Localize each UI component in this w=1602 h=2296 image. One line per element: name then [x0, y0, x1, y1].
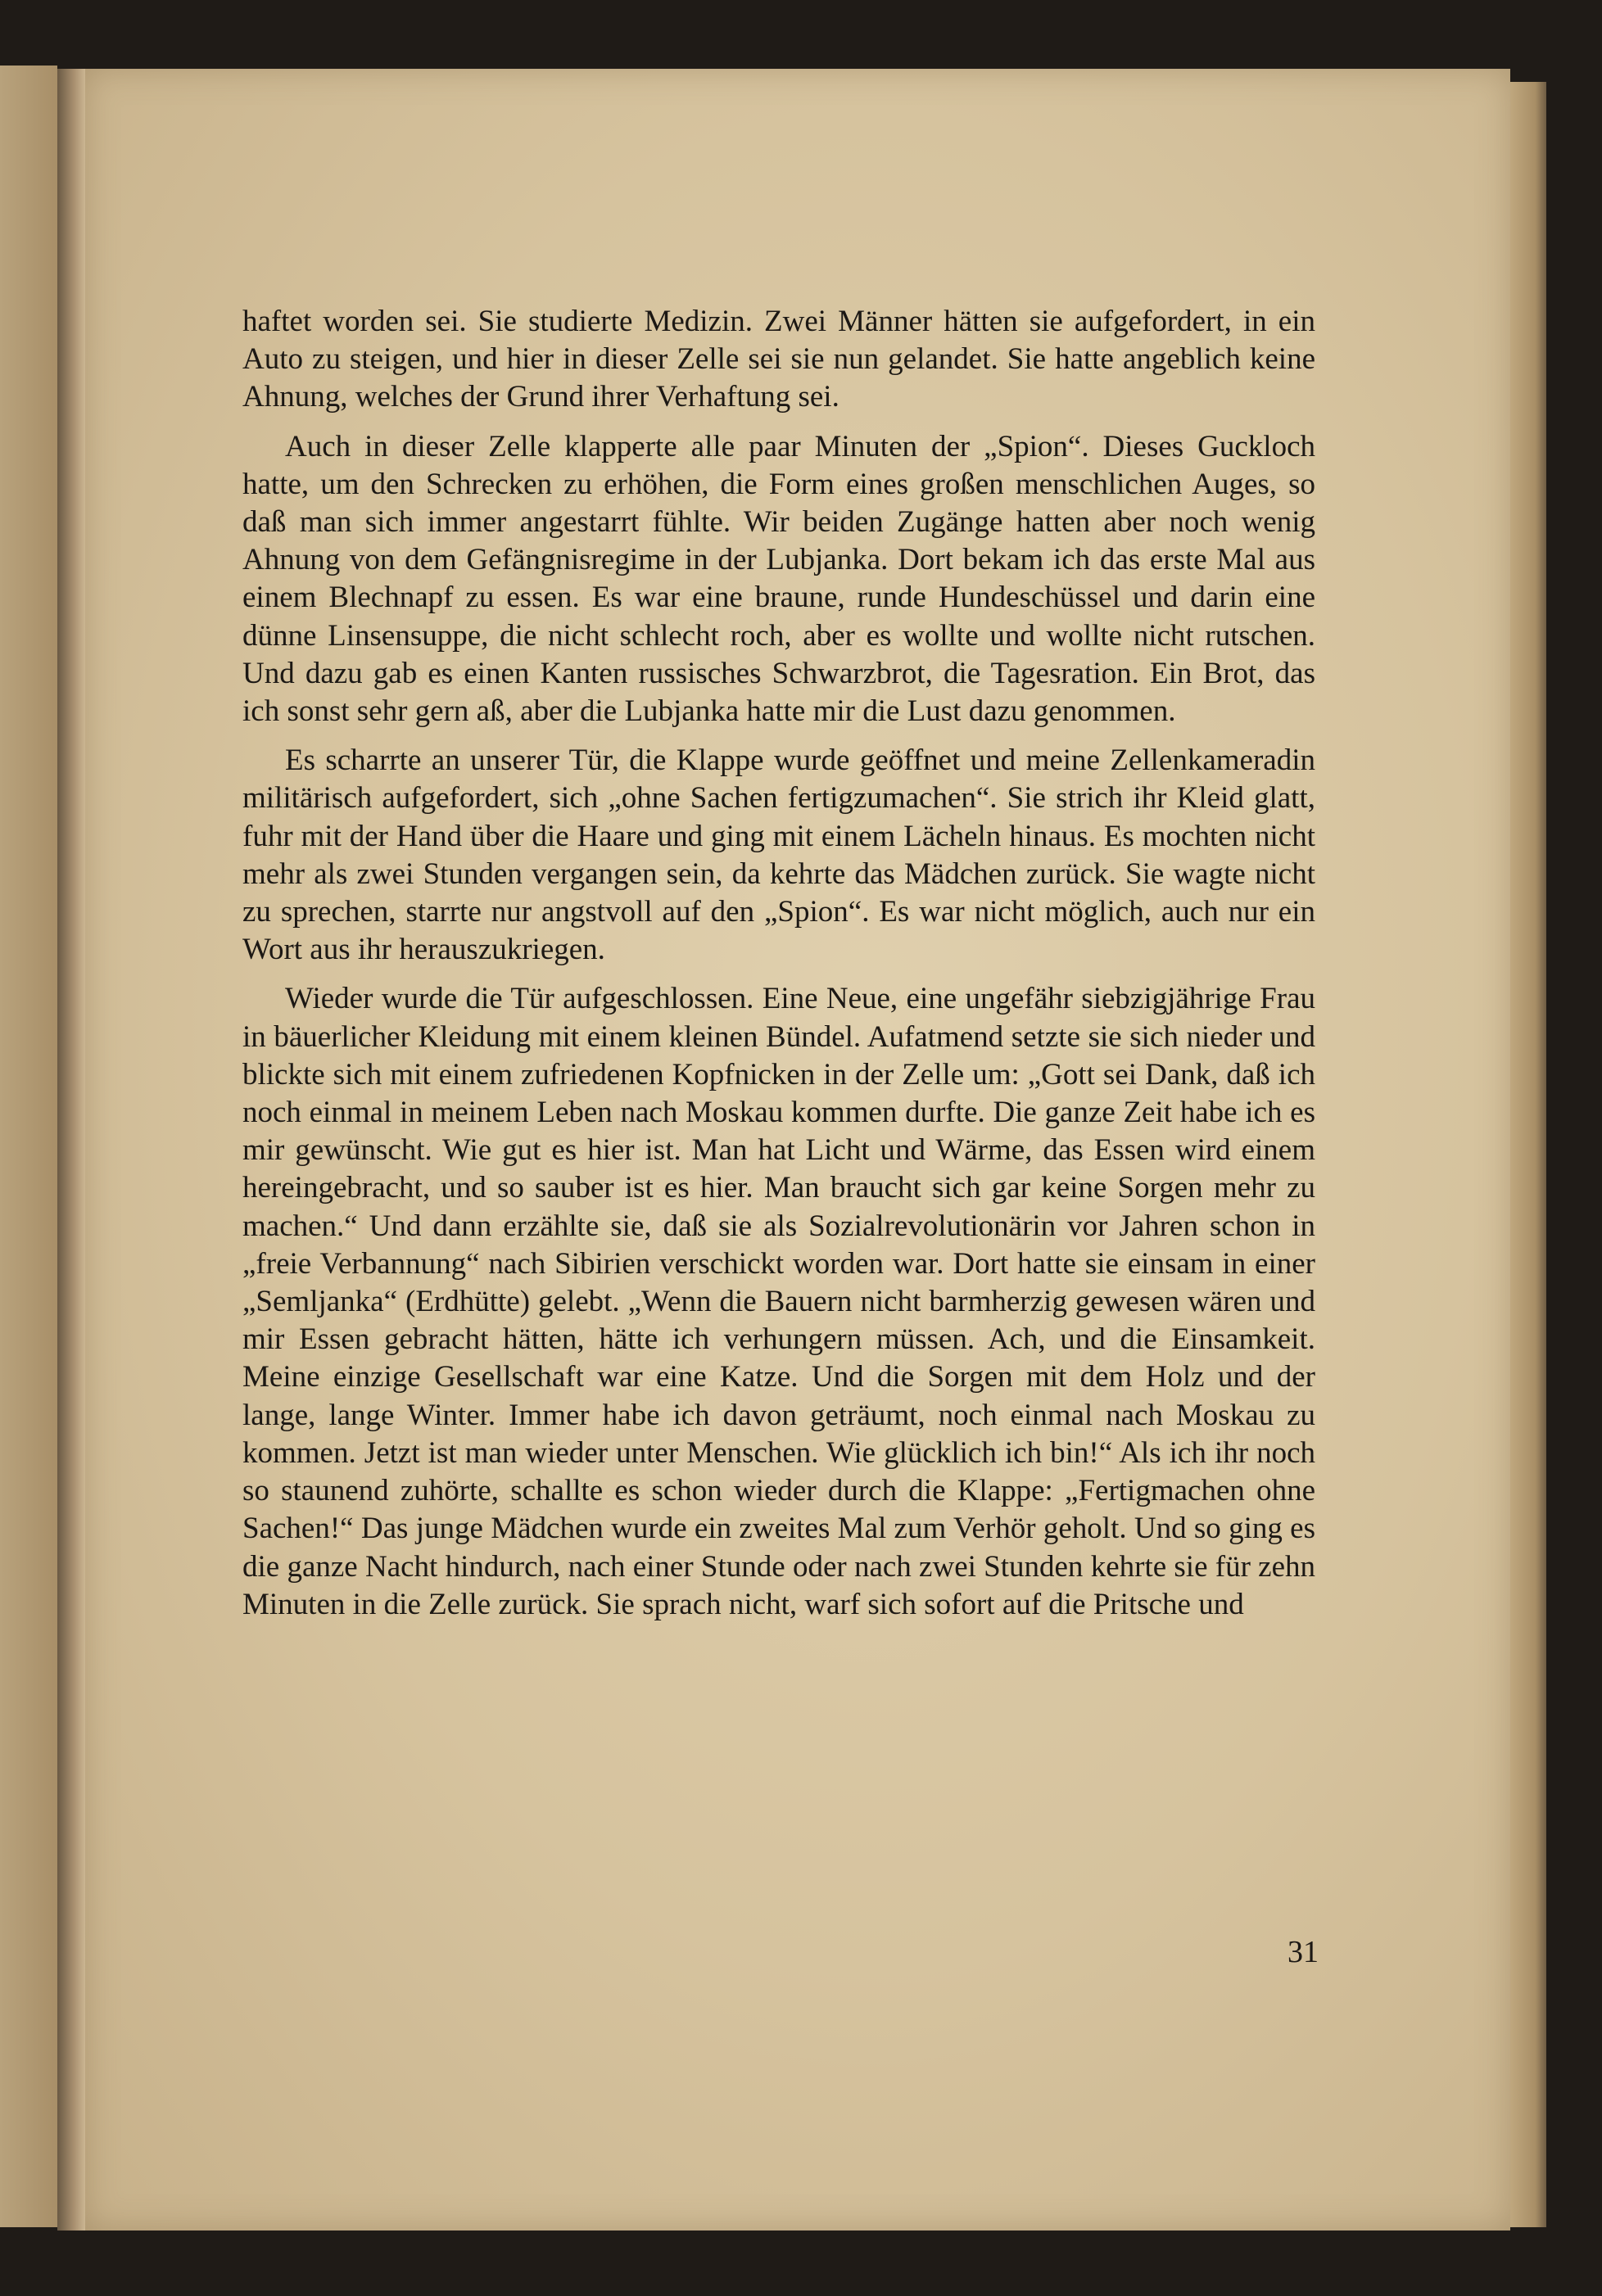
page-number: 31 — [1287, 1935, 1319, 1969]
body-text — [242, 303, 1315, 1635]
page-fore-edge — [1510, 82, 1546, 2227]
paragraph-3: Es scharrte an unserer Tür, die Klappe wurde geöffnet und meine Zellenkameradin militärisch aufgefordert, sich „ohne Sachen fertigzumachen“. Sie strich ihr Kleid glatt, fuhr mit der Hand über die Haare und ging mit einem Lächeln hinaus. Es mochten nicht mehr als zwei Stunden vergangen sein, da kehrte das Mädchen zurück. Sie wagte nicht zu sprechen, starrte nur angstvoll auf den „Spion“. Es war nicht möglich, auch nur ein Wort aus ihr herauszukriegen. — [242, 743, 1315, 967]
paragraph-4: Wieder wurde die Tür aufgeschlossen. Eine Neue, eine ungefähr siebzigjährige Frau in bäuerlicher Kleidung mit einem kleinen Bündel. Aufatmend setzte sie sich nieder und blickte sich mit einem zufriedenen Kopfnicken in der Zelle um: „Gott sei Dank, daß ich noch einmal in meinem Leben nach Moskau kommen durfte. Die ganze Zeit habe ich es mir gewünscht. Wie gut es hier ist. Man hat Licht und Wärme, das Essen wird einem hereingebracht, und so sauber ist es hier. Man braucht sich gar keine Sorgen mehr zu machen.“ Und dann erzählte sie, daß sie als Sozialrevolutionärin vor Jahren schon in „freie Verbannung“ nach Sibirien verschickt worden war. Dort hatte sie einsam in einer „Semljanka“ (Erdhütte) gelebt. „Wenn die Bauern nicht barmherzig gewesen wären und mir Essen gebracht hätten, hätte ich verhungern müssen. Ach, und die Einsamkeit. Meine einzige Gesellschaft war eine Katze. Und die Sorgen mit dem Holz und der lange, lange Winter. Immer habe ich davon geträumt, noch einmal nach Moskau zu kommen. Jetzt ist man wieder unter Menschen. Wie glücklich ich bin!“ Als ich ihr noch so staunend zuhörte, schallte es schon wieder durch die Klappe: „Fertigmachen ohne Sachen!“ Das junge Mädchen wurde ein zweites Mal zum Verhör geholt. Und so ging es die ganze Nacht hindurch, nach einer Stunde oder nach zwei Stunden kehrte sie für zehn Minuten in die Zelle zurück. Sie sprach nicht, warf sich sofort auf die Pritsche und — [242, 982, 1315, 1621]
book-gutter — [57, 69, 85, 2230]
paragraph-1: haftet worden sei. Sie studierte Medizin. Zwei Männer hätten sie aufgefordert, in ein Auto zu steigen, und hier in dieser Zelle sei sie nun gelandet. Sie hatte angeblich keine Ahnung, welches der Grund ihrer Verhaftung sei. — [242, 305, 1315, 414]
facing-page-edge — [0, 66, 57, 2227]
paragraph-2: Auch in dieser Zelle klapperte alle paar Minuten der „Spion“. Dieses Guckloch hatte, um den Schrecken zu erhöhen, die Form eines großen menschlichen Auges, so daß man sich immer angestarrt fühlte. Wir beiden Zugänge hatten aber noch wenig Ahnung von dem Gefängnisregime in der Lubjanka. Dort bekam ich das erste Mal aus einem Blechnapf zu essen. Es war eine braune, runde Hundeschüssel und darin eine dünne Linsensuppe, die nicht schlecht roch, aber es wollte und wollte nicht rutschen. Und dazu gab es einen Kanten russisches Schwarzbrot, die Tagesration. Ein Brot, das ich sonst sehr gern aß, aber die Lubjanka hatte mir die Lust dazu genommen. — [242, 429, 1315, 729]
